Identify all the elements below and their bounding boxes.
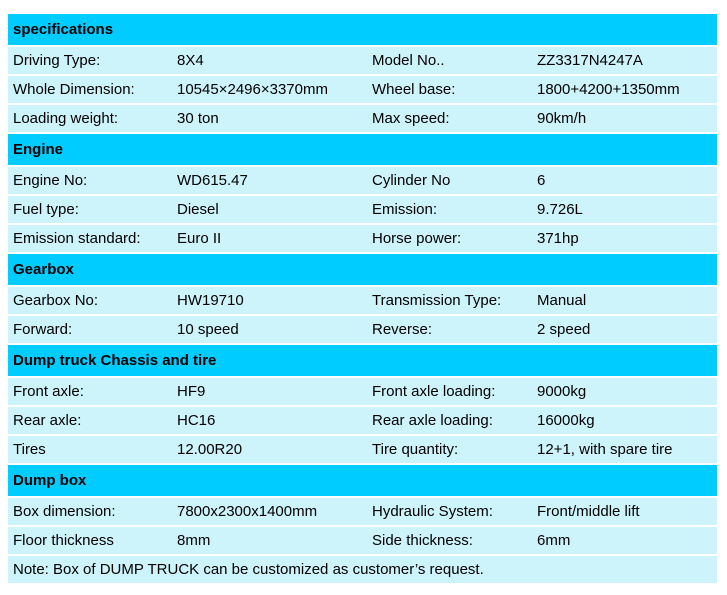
table-row: [8, 105, 717, 132]
spec-value-right: 2 speed: [537, 321, 591, 338]
spec-value-left: Euro II: [177, 230, 222, 247]
table-row: [8, 378, 717, 405]
spec-value-left: Diesel: [177, 201, 219, 218]
table-row: [8, 167, 717, 194]
spec-value-left: HW19710: [177, 292, 244, 309]
table-row: [8, 527, 717, 554]
spec-label-left: Engine No:: [13, 172, 88, 189]
spec-label-right: Tire quantity:: [372, 441, 459, 458]
spec-value-right: 1800+4200+1350mm: [537, 81, 680, 98]
spec-value-right: 9.726L: [537, 201, 583, 218]
spec-value-right: Manual: [537, 292, 587, 309]
table-row: [8, 436, 717, 463]
table-row: [8, 196, 717, 223]
section-header-dump-truck-chassis-and-tire: Dump truck Chassis and tire: [8, 345, 717, 376]
spec-value-right: 12+1, with spare tire: [537, 441, 673, 458]
spec-value-left: 10545×2496×3370mm: [177, 81, 328, 98]
section-header-engine: Engine: [8, 134, 717, 165]
spec-value-right: 90km/h: [537, 110, 587, 127]
spec-value-left: 12.00R20: [177, 441, 243, 458]
spec-label-right: Reverse:: [372, 321, 433, 338]
spec-label-left: Driving Type:: [13, 52, 101, 69]
spec-label-left: Forward:: [13, 321, 73, 338]
spec-label-right: Rear axle loading:: [372, 412, 493, 429]
spec-label-left: Front axle:: [13, 383, 84, 400]
specifications-table: [8, 14, 717, 583]
section-header-gearbox: Gearbox: [8, 254, 717, 285]
spec-label-left: Fuel type:: [13, 201, 79, 218]
spec-value-left: HC16: [177, 412, 216, 429]
spec-value-left: 8X4: [177, 52, 204, 69]
spec-label-left: Gearbox No:: [13, 292, 99, 309]
spec-label-left: Rear axle:: [13, 412, 82, 429]
spec-label-left: Floor thickness: [13, 532, 114, 549]
table-row: [8, 76, 717, 103]
spec-label-right: Max speed:: [372, 110, 450, 127]
spec-value-right: Front/middle lift: [537, 503, 640, 520]
spec-value-left: 10 speed: [177, 321, 239, 338]
spec-value-right: 6: [537, 172, 546, 189]
spec-value-right: 16000kg: [537, 412, 595, 429]
spec-value-right: 6mm: [537, 532, 571, 549]
spec-label-right: Model No..: [372, 52, 445, 69]
spec-value-left: HF9: [177, 383, 206, 400]
table-row: [8, 407, 717, 434]
spec-label-left: Whole Dimension:: [13, 81, 135, 98]
spec-label-right: Transmission Type:: [372, 292, 502, 309]
table-row: [8, 287, 717, 314]
section-header-specifications: specifications: [8, 14, 717, 45]
spec-value-right: 371hp: [537, 230, 579, 247]
spec-label-left: Tires: [13, 441, 46, 458]
spec-value-left: WD615.47: [177, 172, 248, 189]
spec-label-right: Wheel base:: [372, 81, 456, 98]
spec-label-right: Emission:: [372, 201, 438, 218]
spec-value-left: 30 ton: [177, 110, 219, 127]
spec-label-left: Box dimension:: [13, 503, 116, 520]
spec-value-right: 9000kg: [537, 383, 587, 400]
table-row: [8, 498, 717, 525]
spec-label-right: Horse power:: [372, 230, 462, 247]
spec-label-right: Front axle loading:: [372, 383, 496, 400]
spec-value-left: 8mm: [177, 532, 211, 549]
spec-label-left: Emission standard:: [13, 230, 141, 247]
spec-label-right: Cylinder No: [372, 172, 451, 189]
table-row: [8, 47, 717, 74]
spec-label-left: Loading weight:: [13, 110, 119, 127]
spec-value-right: ZZ3317N4247A: [537, 52, 643, 69]
note-row: Note: Box of DUMP TRUCK can be customized as customer’s request.: [8, 556, 717, 583]
table-row: [8, 316, 717, 343]
table-row: [8, 225, 717, 252]
section-header-dump-box: Dump box: [8, 465, 717, 496]
spec-label-right: Side thickness:: [372, 532, 473, 549]
spec-value-left: 7800x2300x1400mm: [177, 503, 318, 520]
spec-label-right: Hydraulic System:: [372, 503, 493, 520]
